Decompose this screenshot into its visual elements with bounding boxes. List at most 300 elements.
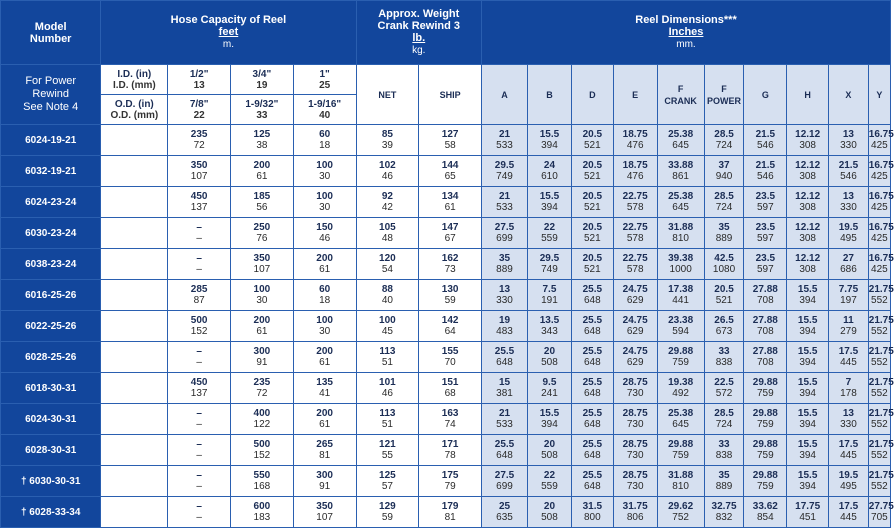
od-value: 7/8" 22 bbox=[168, 95, 231, 125]
value-imperial: 20.5 bbox=[714, 284, 734, 295]
hose-capacity-cell bbox=[168, 404, 231, 435]
value-imperial: 37 bbox=[718, 160, 730, 171]
value-imperial: 21.75 bbox=[868, 439, 894, 450]
dimension-cell bbox=[704, 497, 744, 528]
table-row bbox=[1, 125, 891, 156]
dimension-cell bbox=[704, 342, 744, 373]
dimension-cell bbox=[868, 249, 894, 280]
dim-col-header: X bbox=[829, 65, 869, 125]
value-metric: 597 bbox=[756, 233, 774, 244]
value-metric: 759 bbox=[672, 357, 689, 368]
value-imperial: 113 bbox=[379, 408, 396, 419]
hose-capacity-header: Hose Capacity of Reel feet m. bbox=[101, 1, 356, 65]
value-imperial: 135 bbox=[316, 377, 333, 388]
value-imperial: 33 bbox=[718, 439, 730, 450]
power-rewind-cell bbox=[101, 466, 168, 497]
value-imperial: 250 bbox=[253, 222, 271, 233]
value-imperial: 29.5 bbox=[539, 253, 560, 264]
value-imperial: 17.5 bbox=[838, 439, 859, 450]
value-metric: 724 bbox=[715, 419, 733, 430]
value-metric: 441 bbox=[672, 295, 689, 306]
value-imperial: 28.5 bbox=[714, 408, 734, 419]
value-imperial: 7.75 bbox=[838, 284, 859, 295]
value-imperial: 142 bbox=[441, 315, 459, 326]
dimension-cell bbox=[657, 435, 704, 466]
dimension-cell bbox=[571, 187, 613, 218]
power-rewind-cell bbox=[101, 404, 168, 435]
value-metric: 578 bbox=[626, 202, 644, 213]
value-imperial: 450 bbox=[190, 377, 208, 388]
value-imperial: 60 bbox=[319, 284, 331, 295]
value-imperial: 25 bbox=[498, 501, 511, 512]
value-metric: 476 bbox=[626, 140, 644, 151]
dimension-cell bbox=[528, 187, 572, 218]
value-imperial: 350 bbox=[253, 253, 271, 264]
value-metric: 81 bbox=[319, 450, 331, 461]
weight-cell bbox=[419, 342, 482, 373]
value-imperial: 28.75 bbox=[622, 470, 648, 481]
hose-capacity-cell bbox=[231, 187, 294, 218]
value-metric: 54 bbox=[381, 264, 393, 275]
value-imperial: 155 bbox=[441, 346, 459, 357]
value-imperial: 125 bbox=[379, 470, 396, 481]
value-metric: 394 bbox=[799, 388, 816, 399]
value-imperial: 25.5 bbox=[582, 377, 603, 388]
dimension-cell bbox=[829, 280, 869, 311]
value-imperial: 7.5 bbox=[542, 284, 557, 295]
value-metric: 394 bbox=[541, 419, 558, 430]
value-imperial: 25.38 bbox=[668, 191, 694, 202]
dimension-cell bbox=[657, 466, 704, 497]
value-imperial: 15.5 bbox=[797, 284, 818, 295]
table-row bbox=[1, 342, 891, 373]
dimension-cell bbox=[787, 435, 829, 466]
value-metric: 137 bbox=[190, 388, 208, 399]
value-metric: 394 bbox=[541, 202, 558, 213]
value-metric: 425 bbox=[871, 140, 888, 151]
model-number: 6038-23-24 bbox=[1, 249, 101, 280]
dimension-cell bbox=[868, 187, 894, 218]
value-metric: 629 bbox=[626, 326, 644, 337]
dimension-cell bbox=[571, 404, 613, 435]
value-imperial: 15.5 bbox=[797, 377, 818, 388]
dimension-cell bbox=[787, 218, 829, 249]
weight-cell bbox=[356, 435, 419, 466]
dimension-cell bbox=[829, 156, 869, 187]
dim-col-header: F CRANK bbox=[657, 65, 704, 125]
dimension-cell bbox=[744, 249, 787, 280]
value-imperial: 20.5 bbox=[582, 160, 603, 171]
value-metric: 508 bbox=[541, 512, 558, 523]
dimension-cell bbox=[613, 156, 657, 187]
model-number: 6022-25-26 bbox=[1, 311, 101, 342]
value-metric: 648 bbox=[583, 295, 601, 306]
value-metric: 686 bbox=[840, 264, 857, 275]
value-metric: 30 bbox=[319, 171, 331, 182]
hose-capacity-cell bbox=[168, 249, 231, 280]
value-imperial: 13 bbox=[842, 191, 854, 202]
value-imperial: 11 bbox=[843, 315, 854, 326]
value-imperial: 102 bbox=[379, 160, 396, 171]
value-imperial: 20 bbox=[543, 501, 556, 512]
value-metric: 559 bbox=[541, 481, 558, 492]
value-imperial: 60 bbox=[319, 129, 331, 140]
value-metric: 730 bbox=[626, 481, 644, 492]
value-imperial: 17.5 bbox=[838, 501, 859, 512]
dimension-cell bbox=[613, 218, 657, 249]
value-metric: 72 bbox=[256, 388, 268, 399]
value-metric: 122 bbox=[253, 419, 271, 430]
value-imperial: 175 bbox=[441, 470, 459, 481]
value-imperial: 113 bbox=[379, 346, 396, 357]
value-metric: – bbox=[196, 512, 202, 523]
value-metric: 18 bbox=[319, 140, 331, 151]
dimension-cell bbox=[868, 342, 894, 373]
dimension-cell bbox=[704, 218, 744, 249]
dimension-cell bbox=[482, 373, 528, 404]
value-imperial: 21.5 bbox=[755, 160, 776, 171]
value-metric: 191 bbox=[541, 295, 558, 306]
hose-capacity-cell bbox=[231, 156, 294, 187]
value-metric: 30 bbox=[256, 295, 268, 306]
value-metric: 81 bbox=[444, 512, 456, 523]
value-imperial: 500 bbox=[253, 439, 271, 450]
value-metric: 552 bbox=[871, 326, 888, 337]
value-imperial: 163 bbox=[441, 408, 459, 419]
hose-capacity-cell bbox=[168, 342, 231, 373]
hose-capacity-cell bbox=[231, 373, 294, 404]
value-metric: 51 bbox=[381, 419, 393, 430]
dim-col-header: D bbox=[571, 65, 613, 125]
dimension-cell bbox=[528, 249, 572, 280]
value-metric: 838 bbox=[715, 357, 733, 368]
model-number: 6016-25-26 bbox=[1, 280, 101, 311]
dimension-cell bbox=[704, 435, 744, 466]
value-metric: 533 bbox=[496, 202, 513, 213]
dimension-cell bbox=[528, 497, 572, 528]
value-metric: 445 bbox=[840, 512, 857, 523]
value-metric: 648 bbox=[583, 450, 601, 461]
value-imperial: 350 bbox=[316, 501, 333, 512]
value-imperial: 28.75 bbox=[622, 377, 648, 388]
weight-cell bbox=[419, 404, 482, 435]
value-metric: 1080 bbox=[712, 264, 736, 275]
value-imperial: 15.5 bbox=[539, 129, 560, 140]
value-imperial: 42.5 bbox=[714, 253, 734, 264]
model-number: † 6030-30-31 bbox=[1, 466, 101, 497]
value-imperial: 22.75 bbox=[622, 191, 648, 202]
dimension-cell bbox=[571, 373, 613, 404]
dimension-cell bbox=[787, 249, 829, 280]
value-metric: 492 bbox=[672, 388, 689, 399]
value-imperial: 300 bbox=[253, 346, 271, 357]
value-metric: 648 bbox=[583, 326, 601, 337]
hose-capacity-cell bbox=[293, 404, 356, 435]
value-imperial: 9.5 bbox=[542, 377, 557, 388]
dimension-cell bbox=[571, 311, 613, 342]
dimension-cell bbox=[613, 373, 657, 404]
dimension-cell bbox=[571, 280, 613, 311]
dimension-cell bbox=[657, 187, 704, 218]
value-metric: 673 bbox=[715, 326, 733, 337]
dimension-cell bbox=[787, 125, 829, 156]
dimension-cell bbox=[704, 249, 744, 280]
dimension-cell bbox=[744, 466, 787, 497]
value-metric: 483 bbox=[496, 326, 513, 337]
dimension-cell bbox=[571, 497, 613, 528]
value-metric: 508 bbox=[541, 357, 558, 368]
value-imperial: 85 bbox=[381, 129, 393, 140]
dimension-cell bbox=[787, 466, 829, 497]
value-metric: 91 bbox=[319, 481, 331, 492]
value-metric: 183 bbox=[253, 512, 271, 523]
dimension-cell bbox=[528, 373, 572, 404]
ship-weight-header: SHIP bbox=[419, 65, 482, 125]
dimension-cell bbox=[613, 125, 657, 156]
value-metric: 65 bbox=[444, 171, 456, 182]
value-metric: 749 bbox=[496, 171, 513, 182]
value-imperial: 20.5 bbox=[582, 222, 603, 233]
weight-cell bbox=[419, 218, 482, 249]
value-metric: 508 bbox=[541, 450, 558, 461]
value-metric: 521 bbox=[583, 202, 601, 213]
dimension-cell bbox=[744, 404, 787, 435]
dimension-cell bbox=[528, 218, 572, 249]
dimension-cell bbox=[868, 404, 894, 435]
value-metric: 38 bbox=[256, 140, 268, 151]
value-metric: 46 bbox=[319, 233, 331, 244]
value-metric: 152 bbox=[190, 326, 208, 337]
value-metric: 72 bbox=[193, 140, 205, 151]
dimension-cell bbox=[613, 249, 657, 280]
value-imperial: 15 bbox=[498, 377, 511, 388]
value-imperial: 144 bbox=[441, 160, 459, 171]
dimension-cell bbox=[829, 311, 869, 342]
dimension-cell bbox=[571, 466, 613, 497]
value-metric: 48 bbox=[381, 233, 393, 244]
value-metric: 308 bbox=[799, 202, 816, 213]
value-imperial: 27.5 bbox=[494, 222, 515, 233]
value-metric: 445 bbox=[840, 357, 857, 368]
value-metric: 46 bbox=[381, 388, 393, 399]
value-metric: 79 bbox=[444, 481, 456, 492]
hose-capacity-cell bbox=[168, 311, 231, 342]
value-imperial: 26.5 bbox=[714, 315, 734, 326]
value-metric: 39 bbox=[381, 140, 393, 151]
value-metric: 699 bbox=[496, 233, 513, 244]
value-imperial: 100 bbox=[316, 191, 333, 202]
value-metric: 78 bbox=[444, 450, 456, 461]
hose-capacity-cell bbox=[168, 156, 231, 187]
model-number: 6024-19-21 bbox=[1, 125, 101, 156]
value-imperial: 12.12 bbox=[795, 160, 821, 171]
table-row bbox=[1, 249, 891, 280]
value-imperial: 12.12 bbox=[795, 253, 821, 264]
weight-cell bbox=[419, 280, 482, 311]
dimension-cell bbox=[657, 218, 704, 249]
value-imperial: 100 bbox=[316, 315, 333, 326]
dimension-cell bbox=[704, 187, 744, 218]
value-metric: 56 bbox=[256, 202, 268, 213]
hose-capacity-cell bbox=[293, 280, 356, 311]
value-metric: 308 bbox=[799, 233, 816, 244]
value-metric: 889 bbox=[715, 481, 733, 492]
dimension-cell bbox=[787, 280, 829, 311]
value-imperial: 22.75 bbox=[622, 222, 648, 233]
value-imperial: 23.38 bbox=[668, 315, 694, 326]
hose-capacity-cell bbox=[231, 435, 294, 466]
value-metric: 724 bbox=[715, 140, 733, 151]
dimension-cell bbox=[571, 156, 613, 187]
value-imperial: 17.5 bbox=[838, 346, 859, 357]
dimension-cell bbox=[482, 435, 528, 466]
value-imperial: 25.5 bbox=[582, 470, 603, 481]
value-metric: 730 bbox=[626, 419, 644, 430]
value-metric: 381 bbox=[496, 388, 513, 399]
value-metric: 495 bbox=[840, 481, 857, 492]
table-row bbox=[1, 373, 891, 404]
value-imperial: 28.5 bbox=[714, 191, 734, 202]
value-metric: 394 bbox=[799, 295, 816, 306]
value-metric: 759 bbox=[756, 419, 774, 430]
value-imperial: 500 bbox=[190, 315, 208, 326]
value-metric: 629 bbox=[626, 295, 644, 306]
dimension-cell bbox=[829, 466, 869, 497]
value-metric: 559 bbox=[541, 233, 558, 244]
hose-capacity-cell bbox=[293, 311, 356, 342]
value-imperial: 147 bbox=[441, 222, 459, 233]
dimension-cell bbox=[528, 435, 572, 466]
dimension-cell bbox=[613, 497, 657, 528]
hose-capacity-cell bbox=[293, 218, 356, 249]
value-imperial: 23.5 bbox=[755, 253, 776, 264]
value-metric: 30 bbox=[319, 202, 331, 213]
dimension-cell bbox=[868, 218, 894, 249]
value-metric: 57 bbox=[381, 481, 393, 492]
value-imperial: 16.75 bbox=[868, 160, 894, 171]
value-metric: 91 bbox=[256, 357, 268, 368]
dimension-cell bbox=[528, 311, 572, 342]
weight-cell bbox=[356, 187, 419, 218]
value-imperial: 15.5 bbox=[539, 191, 560, 202]
value-imperial: 12.12 bbox=[795, 191, 821, 202]
dimension-cell bbox=[528, 280, 572, 311]
hose-capacity-cell bbox=[293, 373, 356, 404]
value-imperial: 24.75 bbox=[622, 346, 648, 357]
dimension-cell bbox=[744, 497, 787, 528]
dimension-cell bbox=[704, 404, 744, 435]
hose-capacity-cell bbox=[231, 497, 294, 528]
value-imperial: 25.5 bbox=[494, 439, 515, 450]
power-rewind-cell bbox=[101, 435, 168, 466]
value-metric: 889 bbox=[496, 264, 513, 275]
hose-capacity-cell bbox=[293, 342, 356, 373]
value-imperial: 300 bbox=[316, 470, 333, 481]
hose-capacity-cell bbox=[168, 280, 231, 311]
value-imperial: 21 bbox=[498, 408, 511, 419]
power-rewind-cell bbox=[101, 280, 168, 311]
dimension-cell bbox=[829, 435, 869, 466]
value-imperial: 27.75 bbox=[868, 501, 894, 512]
power-rewind-cell bbox=[101, 125, 168, 156]
value-metric: 810 bbox=[672, 481, 689, 492]
value-metric: 594 bbox=[672, 326, 689, 337]
dimension-cell bbox=[829, 218, 869, 249]
value-imperial: 25.5 bbox=[582, 439, 603, 450]
value-metric: 854 bbox=[756, 512, 774, 523]
value-metric: 810 bbox=[672, 233, 689, 244]
value-imperial: 125 bbox=[253, 129, 271, 140]
dimension-cell bbox=[744, 311, 787, 342]
value-metric: 759 bbox=[756, 481, 774, 492]
value-imperial: 92 bbox=[381, 191, 393, 202]
dimension-cell bbox=[704, 156, 744, 187]
value-metric: 394 bbox=[799, 357, 816, 368]
value-imperial: 120 bbox=[379, 253, 396, 264]
value-metric: 749 bbox=[541, 264, 558, 275]
dimension-cell bbox=[657, 342, 704, 373]
dim-col-header: B bbox=[528, 65, 572, 125]
value-metric: 648 bbox=[583, 357, 601, 368]
weight-cell bbox=[419, 466, 482, 497]
weight-cell bbox=[419, 125, 482, 156]
weight-cell bbox=[419, 497, 482, 528]
dimension-cell bbox=[528, 466, 572, 497]
model-number: 6030-23-24 bbox=[1, 218, 101, 249]
dimension-cell bbox=[868, 311, 894, 342]
value-imperial: 35 bbox=[498, 253, 511, 264]
power-rewind-cell bbox=[101, 156, 168, 187]
model-number: 6024-30-31 bbox=[1, 404, 101, 435]
dimension-cell bbox=[482, 497, 528, 528]
dimension-cell bbox=[868, 280, 894, 311]
value-imperial: 200 bbox=[253, 160, 271, 171]
hose-capacity-cell bbox=[168, 497, 231, 528]
value-metric: 76 bbox=[256, 233, 268, 244]
value-metric: 61 bbox=[256, 171, 268, 182]
value-metric: 521 bbox=[583, 171, 601, 182]
dimension-cell bbox=[482, 280, 528, 311]
weight-cell bbox=[419, 435, 482, 466]
value-imperial: – bbox=[196, 408, 202, 419]
value-imperial: 200 bbox=[316, 408, 333, 419]
table-row bbox=[1, 497, 891, 528]
value-metric: 70 bbox=[444, 357, 456, 368]
hose-capacity-cell bbox=[231, 249, 294, 280]
dimension-cell bbox=[528, 125, 572, 156]
dimension-cell bbox=[571, 125, 613, 156]
value-imperial: 20 bbox=[543, 346, 556, 357]
value-metric: 197 bbox=[840, 295, 857, 306]
value-metric: 552 bbox=[871, 419, 888, 430]
dimension-cell bbox=[787, 373, 829, 404]
value-imperial: 21 bbox=[498, 191, 511, 202]
dimension-cell bbox=[744, 373, 787, 404]
value-metric: 308 bbox=[799, 264, 816, 275]
value-metric: 578 bbox=[626, 233, 644, 244]
value-metric: 552 bbox=[871, 450, 888, 461]
value-metric: 42 bbox=[381, 202, 393, 213]
value-metric: 152 bbox=[253, 450, 271, 461]
od-label: O.D. (in) O.D. (mm) bbox=[101, 95, 168, 125]
value-imperial: 15.5 bbox=[797, 315, 818, 326]
value-metric: 533 bbox=[496, 140, 513, 151]
value-metric: 759 bbox=[756, 388, 774, 399]
value-imperial: – bbox=[196, 501, 202, 512]
value-metric: 597 bbox=[756, 264, 774, 275]
dimension-cell bbox=[868, 156, 894, 187]
value-metric: 59 bbox=[444, 295, 456, 306]
